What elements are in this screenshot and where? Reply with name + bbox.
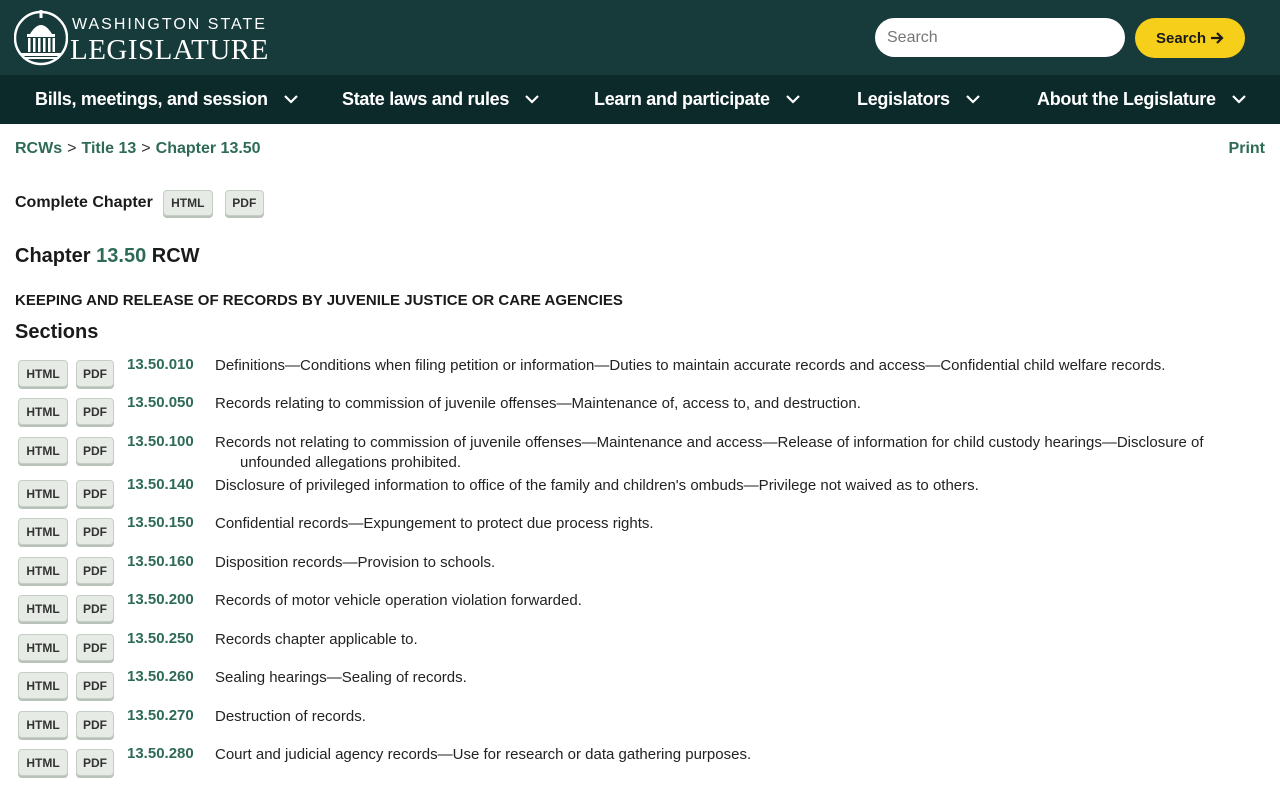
section-number-link[interactable]: 13.50.200	[127, 591, 194, 608]
section-caption: Confidential records—Expungement to protect due process rights.	[215, 515, 654, 532]
section-html-button[interactable]: HTML	[18, 557, 68, 584]
complete-chapter-html-button[interactable]: HTML	[163, 190, 213, 216]
chapter-title: KEEPING AND RELEASE OF RECORDS BY JUVENILE JUSTICE OR CARE AGENCIES	[15, 292, 623, 309]
breadcrumb	[15, 140, 261, 158]
section-html-button[interactable]: HTML	[18, 634, 68, 661]
complete-chapter-pdf-button[interactable]: PDF	[225, 190, 264, 216]
chapter-number: 13.50	[96, 245, 147, 267]
section-caption: Disclosure of privileged information to office of the family and children's ombuds—Privilege not waived as to others.	[215, 477, 979, 494]
arrow-right-icon	[1210, 31, 1224, 45]
section-caption: Definitions—Conditions when filing petition or information—Duties to maintain accurate records and access—Confidential child welfare records.	[215, 357, 1166, 374]
nav-legislators[interactable]	[857, 75, 980, 124]
section-caption: Records of motor vehicle operation violation forwarded.	[215, 592, 582, 609]
breadcrumb-separator: >	[67, 140, 77, 157]
nav-about[interactable]	[1037, 75, 1246, 124]
section-number-link[interactable]: 13.50.050	[127, 394, 194, 411]
section-pdf-button[interactable]: PDF	[76, 480, 114, 507]
section-caption: Records relating to commission of juvenile offenses—Maintenance of, access to, and destruction.	[215, 395, 861, 412]
section-html-button[interactable]: HTML	[18, 711, 68, 738]
section-number-link[interactable]: 13.50.100	[127, 433, 194, 450]
breadcrumb-separator: >	[141, 140, 151, 157]
nav-label: Legislators	[857, 89, 950, 109]
chevron-down-icon	[1232, 95, 1246, 104]
chevron-down-icon	[786, 95, 800, 104]
section-pdf-button[interactable]: PDF	[76, 398, 114, 425]
section-number-link[interactable]: 13.50.160	[127, 553, 194, 570]
section-caption: Records not relating to commission of juvenile offenses—Maintenance and access—Release of information for child custody hearings—Disclosure of unfounded allegations prohibited.	[215, 434, 1204, 471]
section-pdf-button[interactable]: PDF	[76, 518, 114, 545]
nav-label: Bills, meetings, and session	[35, 89, 268, 109]
chapter-suffix: RCW	[151, 245, 200, 267]
section-caption: Destruction of records.	[215, 708, 366, 725]
nav-label: State laws and rules	[342, 89, 510, 109]
section-number-link[interactable]: 13.50.280	[127, 745, 194, 762]
section-pdf-button[interactable]: PDF	[76, 557, 114, 584]
section-pdf-button[interactable]: PDF	[76, 711, 114, 738]
section-html-button[interactable]: HTML	[18, 360, 68, 387]
complete-chapter	[15, 190, 276, 216]
section-number-link[interactable]: 13.50.250	[127, 630, 194, 647]
nav-label: About the Legislature	[1037, 89, 1216, 109]
section-html-button[interactable]: HTML	[18, 518, 68, 545]
section-pdf-button[interactable]: PDF	[76, 634, 114, 661]
section-pdf-button[interactable]: PDF	[76, 749, 114, 776]
site-header	[0, 0, 1280, 75]
section-caption: Sealing hearings—Sealing of records.	[215, 669, 467, 686]
section-number-link[interactable]: 13.50.270	[127, 707, 194, 724]
print-link[interactable]: Print	[1228, 140, 1265, 157]
section-html-button[interactable]: HTML	[18, 480, 68, 507]
section-pdf-button[interactable]: PDF	[76, 360, 114, 387]
section-number-link[interactable]: 13.50.150	[127, 514, 194, 531]
section-number-link[interactable]: 13.50.260	[127, 668, 194, 685]
nav-laws[interactable]	[342, 75, 539, 124]
breadcrumb-title[interactable]: Title 13	[81, 140, 137, 157]
breadcrumb-rcws[interactable]: RCWs	[15, 140, 63, 157]
section-html-button[interactable]: HTML	[18, 672, 68, 699]
section-caption: Court and judicial agency records—Use for research or data gathering purposes.	[215, 746, 752, 763]
breadcrumb-chapter[interactable]: Chapter 13.50	[155, 140, 261, 157]
capitol-dome-icon	[14, 8, 68, 66]
logo-line2: LEGISLATURE	[70, 34, 269, 66]
chevron-down-icon	[966, 95, 980, 104]
nav-label: Learn and participate	[594, 89, 770, 109]
main-nav	[0, 75, 1280, 124]
legislature-logo[interactable]	[14, 8, 274, 68]
section-html-button[interactable]: HTML	[18, 398, 68, 425]
search-button[interactable]	[1135, 18, 1245, 58]
section-html-button[interactable]: HTML	[18, 437, 68, 464]
complete-chapter-label: Complete Chapter	[15, 194, 153, 211]
search-button-label: Search	[1155, 29, 1207, 47]
section-number-link[interactable]: 13.50.140	[127, 476, 194, 493]
chapter-prefix: Chapter	[15, 245, 91, 267]
chevron-down-icon	[525, 95, 539, 104]
nav-learn[interactable]	[594, 75, 800, 124]
sections-heading: Sections	[15, 321, 99, 343]
section-html-button[interactable]: HTML	[18, 595, 68, 622]
section-pdf-button[interactable]: PDF	[76, 437, 114, 464]
section-caption: Disposition records—Provision to schools.	[215, 554, 496, 571]
section-number-link[interactable]: 13.50.010	[127, 356, 194, 373]
nav-bills[interactable]	[35, 75, 298, 124]
logo-line1: WASHINGTON STATE	[72, 16, 267, 33]
section-html-button[interactable]: HTML	[18, 749, 68, 776]
search-input[interactable]	[875, 18, 1125, 57]
section-caption: Records chapter applicable to.	[215, 631, 418, 648]
chevron-down-icon	[284, 95, 298, 104]
section-pdf-button[interactable]: PDF	[76, 595, 114, 622]
section-pdf-button[interactable]: PDF	[76, 672, 114, 699]
chapter-heading	[15, 245, 200, 268]
